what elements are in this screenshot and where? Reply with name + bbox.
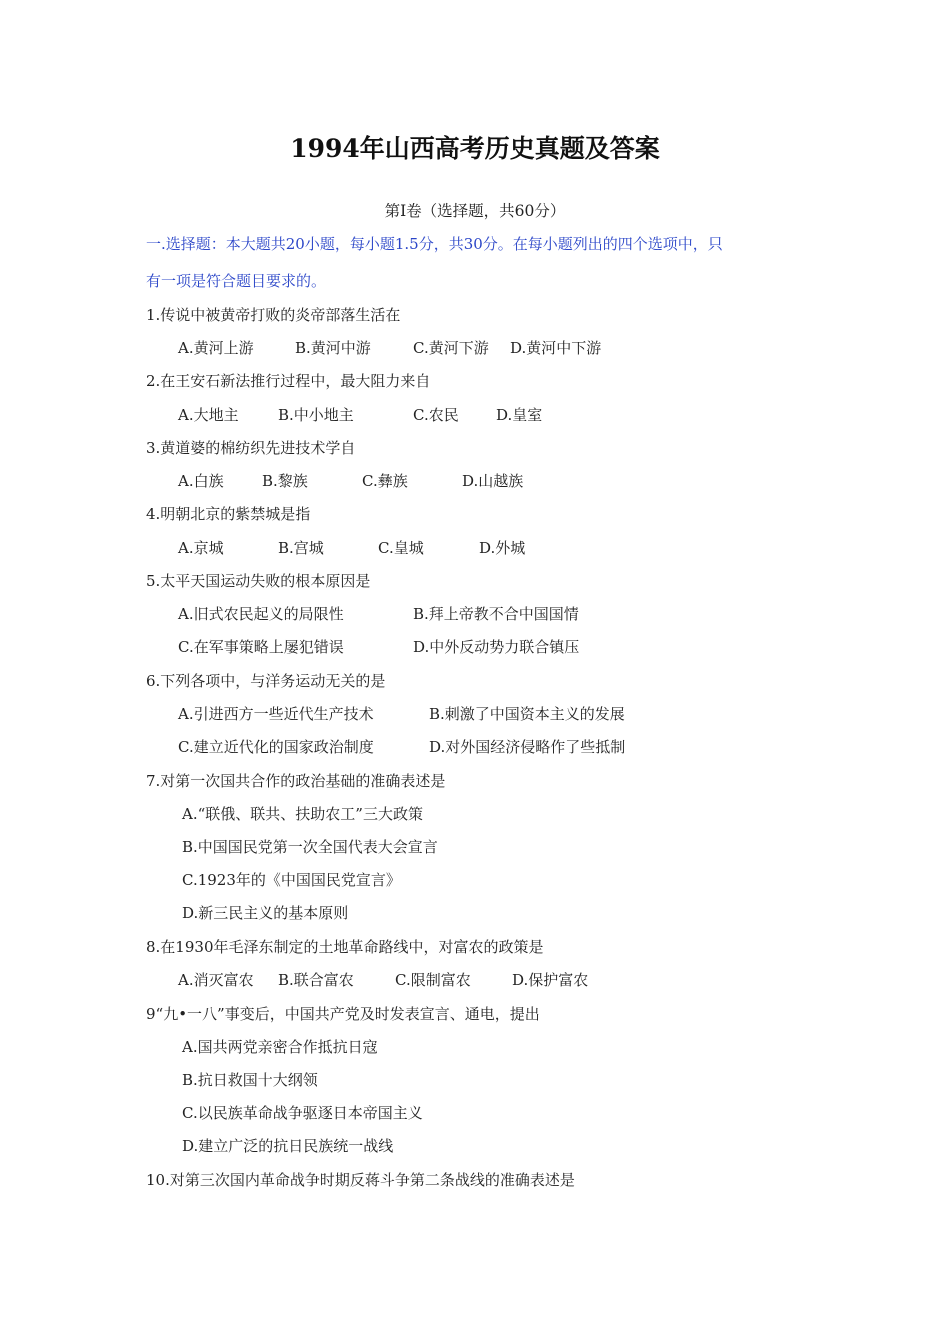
q4-option-d: D.外城 <box>479 539 526 557</box>
question-stem-3: 3.黄道婆的棉纺织先进技术学自 <box>146 439 356 457</box>
document-title: 1994年山西高考历史真题及答案 <box>290 134 660 163</box>
section-subtitle: 第Ⅰ卷（选择题，共60分） <box>384 202 566 220</box>
q6-option-b: B.刺激了中国资本主义的发展 <box>429 705 625 723</box>
q6-option-d: D.对外国经济侵略作了些抵制 <box>429 738 626 756</box>
question-stem-8: 8.在1930年毛泽东制定的土地革命路线中，对富农的政策是 <box>146 938 544 956</box>
question-stem-1: 1.传说中被黄帝打败的炎帝部落生活在 <box>146 306 401 324</box>
q3-option-a: A.白族 <box>178 472 224 490</box>
q1-option-a: A.黄河上游 <box>178 339 254 357</box>
q4-option-b: B.宫城 <box>278 539 324 557</box>
q2-option-c: C.农民 <box>413 406 459 424</box>
q3-option-d: D.山越族 <box>462 472 524 490</box>
q3-option-b: B.黎族 <box>262 472 308 490</box>
instruction-line-1: 一.选择题：本大题共20小题，每小题1.5分，共30分。在每小题列出的四个选项中，只 <box>146 235 723 253</box>
q7-option-d: D.新三民主义的基本原则 <box>182 904 349 922</box>
q5-option-a: A.旧式农民起义的局限性 <box>178 605 344 623</box>
q4-option-a: A.京城 <box>178 539 224 557</box>
q5-option-b: B.拜上帝教不合中国国情 <box>413 605 579 623</box>
question-stem-5: 5.太平天国运动失败的根本原因是 <box>146 572 371 590</box>
q6-option-c: C.建立近代化的国家政治制度 <box>178 738 374 756</box>
question-stem-10: 10.对第三次国内革命战争时期反蒋斗争第二条战线的准确表述是 <box>146 1171 575 1189</box>
q2-option-b: B.中小地主 <box>278 406 354 424</box>
q1-option-d: D.黄河中下游 <box>510 339 602 357</box>
question-stem-7: 7.对第一次国共合作的政治基础的准确表述是 <box>146 772 446 790</box>
q2-option-a: A.大地主 <box>178 406 239 424</box>
q4-option-c: C.皇城 <box>378 539 424 557</box>
q8-option-a: A.消灭富农 <box>178 971 254 989</box>
q1-option-c: C.黄河下游 <box>413 339 489 357</box>
q8-option-b: B.联合富农 <box>278 971 354 989</box>
q9-option-b: B.抗日救国十大纲领 <box>182 1071 318 1089</box>
q8-option-c: C.限制富农 <box>395 971 471 989</box>
q5-option-c: C.在军事策略上屡犯错误 <box>178 638 344 656</box>
question-stem-9: 9“九•一八”事变后，中国共产党及时发表宣言、通电，提出 <box>146 1005 540 1023</box>
instruction-line-2: 有一项是符合题目要求的。 <box>146 272 327 290</box>
q7-option-a: A.“联俄、联共、扶助农工”三大政策 <box>182 805 423 823</box>
q8-option-d: D.保护富农 <box>512 971 589 989</box>
q9-option-a: A.国共两党亲密合作抵抗日寇 <box>182 1038 378 1056</box>
q1-option-b: B.黄河中游 <box>295 339 371 357</box>
q2-option-d: D.皇室 <box>496 406 543 424</box>
q9-option-c: C.以民族革命战争驱逐日本帝国主义 <box>182 1104 423 1122</box>
q6-option-a: A.引进西方一些近代生产技术 <box>178 705 374 723</box>
q9-option-d: D.建立广泛的抗日民族统一战线 <box>182 1137 394 1155</box>
q7-option-b: B.中国国民党第一次全国代表大会宣言 <box>182 838 438 856</box>
q7-option-c: C.1923年的《中国国民党宣言》 <box>182 871 401 889</box>
question-stem-6: 6.下列各项中，与洋务运动无关的是 <box>146 672 386 690</box>
question-stem-2: 2.在王安石新法推行过程中，最大阻力来自 <box>146 372 431 390</box>
q3-option-c: C.彝族 <box>362 472 408 490</box>
q5-option-d: D.中外反动势力联合镇压 <box>413 638 580 656</box>
question-stem-4: 4.明朝北京的紫禁城是指 <box>146 505 311 523</box>
